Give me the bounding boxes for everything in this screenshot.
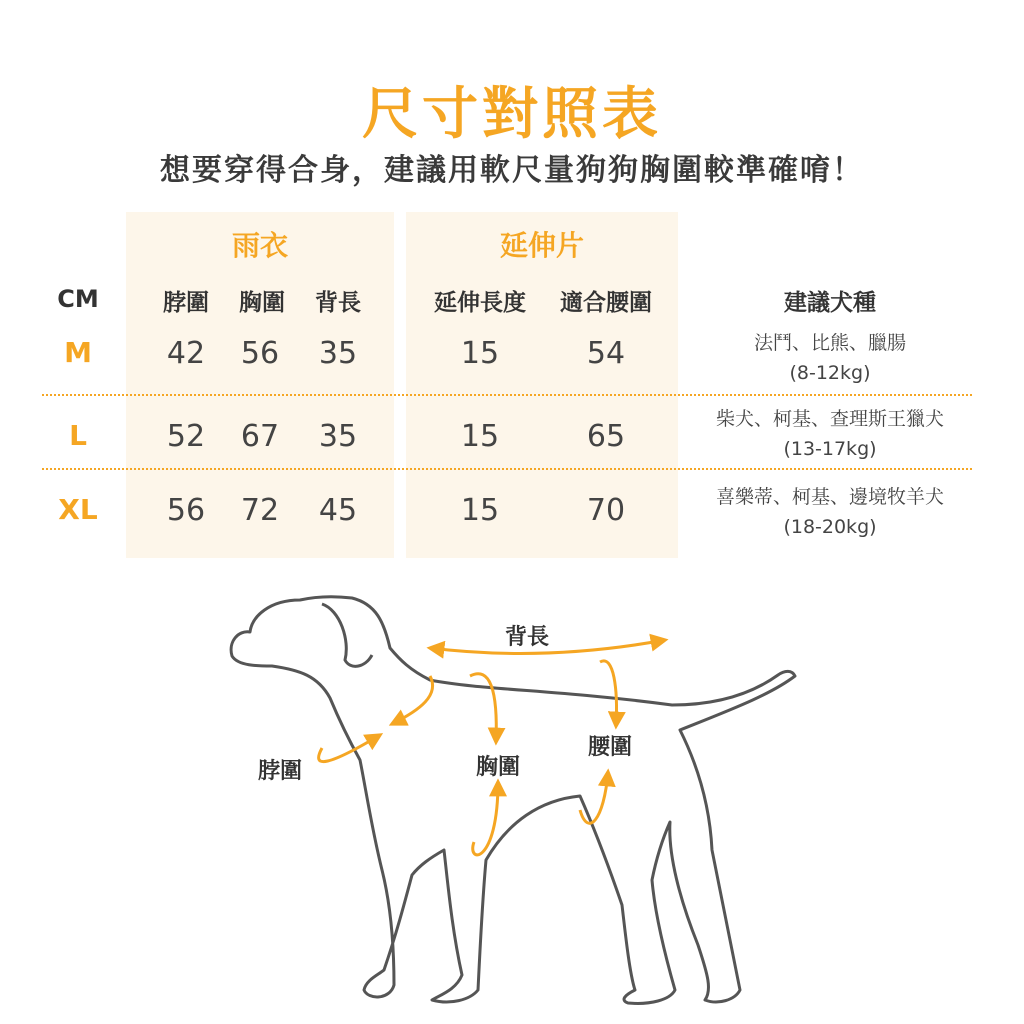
column-header-breeds: 建議犬種	[784, 290, 876, 316]
diagram-label-back: 背長	[505, 625, 550, 650]
waist-fit-value: 54	[586, 336, 626, 371]
column-header-back: 背長	[315, 290, 361, 316]
page-subtitle: 想要穿得合身，建議用軟尺量狗狗胸圍較準確唷！	[160, 153, 864, 188]
back-value: 35	[318, 419, 358, 454]
size-label: M	[64, 336, 92, 369]
waist-arrow-lower	[580, 772, 608, 823]
chest-value: 72	[240, 493, 280, 528]
breed-weight: (8-12kg)	[789, 362, 871, 384]
column-header-chest: 胸圍	[239, 290, 285, 316]
page-title: 尺寸對照表	[362, 82, 662, 147]
group-title-extension: 延伸片	[499, 229, 584, 262]
dog-outline	[231, 597, 795, 1004]
dog-ear	[322, 604, 372, 666]
neck-value: 52	[166, 419, 206, 454]
column-header-ext-length: 延伸長度	[434, 290, 526, 316]
waist-fit-value: 70	[586, 493, 626, 528]
diagram-label-chest: 胸圍	[476, 755, 521, 780]
size-label: L	[69, 419, 87, 452]
back-value: 35	[318, 336, 358, 371]
group-title-raincoat: 雨衣	[231, 229, 288, 262]
row-divider	[42, 468, 972, 470]
chest-value: 67	[240, 419, 280, 454]
waist-fit-value: 65	[586, 419, 626, 454]
size-label: XL	[58, 493, 98, 526]
breed-weight: (13-17kg)	[783, 438, 877, 460]
column-header-waist-fit: 適合腰圍	[560, 290, 652, 316]
neck-arrow-upper	[392, 676, 433, 724]
breed-names: 喜樂蒂、柯基、邊境牧羊犬	[715, 486, 944, 508]
neck-value: 56	[166, 493, 206, 528]
ext-length-value: 15	[460, 336, 500, 371]
ext-length-value: 15	[460, 493, 500, 528]
neck-value: 42	[166, 336, 206, 371]
chest-value: 56	[240, 336, 280, 371]
waist-arrow-upper	[600, 661, 616, 726]
back-value: 45	[318, 493, 358, 528]
chest-arrow-upper	[470, 674, 496, 742]
row-divider	[42, 394, 972, 396]
ext-length-value: 15	[460, 419, 500, 454]
chest-arrow-lower	[473, 782, 498, 855]
diagram-label-waist: 腰圍	[588, 735, 633, 760]
breed-weight: (18-20kg)	[783, 516, 877, 538]
column-header-neck: 脖圍	[163, 290, 209, 316]
unit-label: CM	[57, 285, 99, 313]
breed-names: 柴犬、柯基、查理斯王獵犬	[715, 408, 944, 430]
diagram-label-neck: 脖圍	[258, 759, 303, 784]
breed-names: 法鬥、比熊、臘腸	[753, 332, 906, 354]
